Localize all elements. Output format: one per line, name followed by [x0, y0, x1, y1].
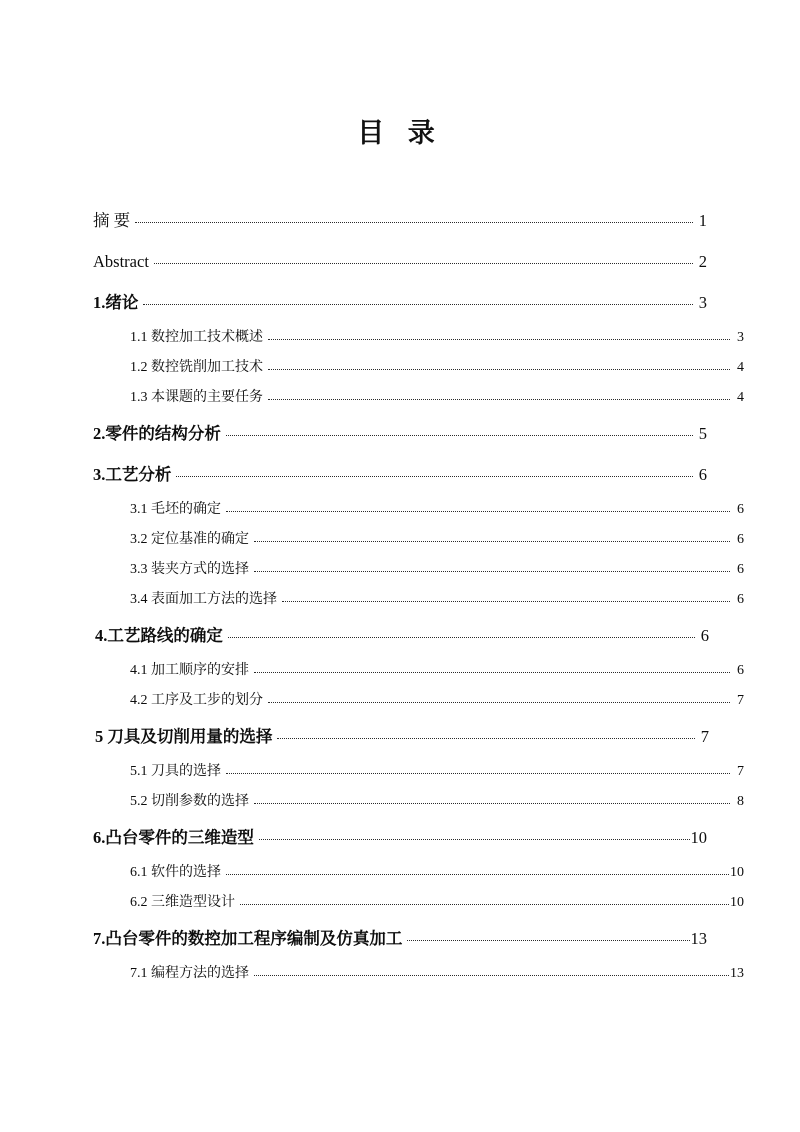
toc-entry-label: 1.3 本课题的主要任务	[130, 390, 263, 405]
toc-entry-label: 4.工艺路线的确定	[95, 626, 223, 645]
toc-entry-label: 5 刀具及切削用量的选择	[95, 727, 273, 746]
toc-entry-label: 3.3 装夹方式的选择	[130, 562, 249, 577]
toc-entry-label: 7.凸台零件的数控加工程序编制及仿真加工	[93, 929, 403, 948]
toc-leader-dots	[268, 361, 730, 375]
toc-entry-label: 4.2 工序及工步的划分	[130, 693, 263, 708]
toc-entry[interactable]	[93, 656, 744, 686]
toc-entry-page-number: 3	[698, 293, 707, 312]
toc-entry[interactable]	[93, 555, 744, 585]
toc-leader-dots	[254, 533, 730, 547]
toc-entry-page-number: 10	[730, 895, 744, 910]
toc-entry-label: 7.1 编程方法的选择	[130, 966, 249, 981]
toc-leader-dots	[282, 593, 730, 607]
toc-leader-dots	[226, 765, 730, 779]
toc-entry-page-number: 6	[737, 592, 744, 607]
toc-entry[interactable]	[93, 817, 707, 858]
toc-entry-page-number: 13	[690, 929, 707, 948]
toc-entry-page-number: 10	[730, 865, 744, 880]
toc-entry-label: 5.1 刀具的选择	[130, 764, 221, 779]
toc-entry-page-number: 7	[737, 764, 744, 779]
toc-leader-dots	[254, 664, 730, 678]
toc-entry-page-number: 10	[690, 828, 707, 847]
toc-entry-page-number: 6	[737, 502, 744, 517]
toc-leader-dots	[268, 694, 730, 708]
toc-entry[interactable]	[93, 353, 744, 383]
toc-leader-dots	[277, 728, 695, 745]
toc-leader-dots	[259, 829, 690, 846]
toc-entry-page-number: 3	[737, 330, 744, 345]
toc-entry[interactable]	[93, 282, 707, 323]
toc-entry-label: Abstract	[93, 252, 149, 271]
toc-entry[interactable]	[93, 200, 707, 241]
toc-entry-page-number: 6	[700, 626, 709, 645]
toc-entry-label: 1.2 数控铣削加工技术	[130, 360, 263, 375]
toc-entry-label: 4.1 加工顺序的安排	[130, 663, 249, 678]
toc-entry-label: 6.2 三维造型设计	[130, 895, 235, 910]
toc-entry[interactable]	[93, 525, 744, 555]
toc-entry-page-number: 2	[698, 252, 707, 271]
toc-entry-page-number: 6	[737, 562, 744, 577]
toc-leader-dots	[240, 896, 729, 910]
toc-entry-label: 3.4 表面加工方法的选择	[130, 592, 277, 607]
toc-entry[interactable]	[93, 615, 709, 656]
toc-entry-page-number: 8	[737, 794, 744, 809]
toc-entry-label: 2.零件的结构分析	[93, 424, 221, 443]
toc-leader-dots	[176, 466, 693, 483]
toc-entry-label: 3.工艺分析	[93, 465, 172, 484]
toc-leader-dots	[228, 627, 695, 644]
toc-entry[interactable]	[93, 716, 709, 757]
toc-entry-page-number: 4	[737, 360, 744, 375]
toc-entry-label: 1.1 数控加工技术概述	[130, 330, 263, 345]
toc-entry[interactable]	[93, 585, 744, 615]
toc-entry[interactable]	[93, 323, 744, 353]
toc-entry[interactable]	[93, 686, 744, 716]
toc-entry[interactable]	[93, 757, 744, 787]
toc-entry[interactable]	[93, 918, 707, 959]
toc-leader-dots	[135, 212, 693, 229]
toc-entry-page-number: 13	[730, 966, 744, 981]
toc-leader-dots	[226, 425, 693, 442]
toc-entry-page-number: 6	[737, 663, 744, 678]
toc-entry[interactable]	[93, 888, 744, 918]
toc-entry-label: 摘 要	[93, 211, 131, 230]
table-of-contents-list	[93, 200, 744, 989]
toc-leader-dots	[154, 253, 693, 270]
toc-entry-label: 1.绪论	[93, 293, 139, 312]
toc-entry-label: 6.1 软件的选择	[130, 865, 221, 880]
toc-leader-dots	[407, 930, 689, 947]
toc-entry-page-number: 5	[698, 424, 707, 443]
toc-entry[interactable]	[93, 787, 744, 817]
page-title: 目 录	[357, 118, 443, 148]
toc-entry[interactable]	[93, 383, 744, 413]
toc-leader-dots	[268, 331, 730, 345]
toc-leader-dots	[254, 967, 729, 981]
toc-entry-page-number: 6	[737, 532, 744, 547]
toc-entry-label: 3.2 定位基准的确定	[130, 532, 249, 547]
toc-leader-dots	[226, 866, 729, 880]
toc-entry-page-number: 6	[698, 465, 707, 484]
toc-entry[interactable]	[93, 454, 707, 495]
toc-entry-label: 5.2 切削参数的选择	[130, 794, 249, 809]
toc-entry[interactable]	[93, 413, 707, 454]
toc-leader-dots	[254, 795, 730, 809]
toc-leader-dots	[143, 294, 693, 311]
toc-leader-dots	[254, 563, 730, 577]
toc-entry-page-number: 7	[737, 693, 744, 708]
toc-entry-page-number: 1	[698, 211, 707, 230]
toc-entry-label: 6.凸台零件的三维造型	[93, 828, 254, 847]
toc-entry[interactable]	[93, 241, 707, 282]
toc-entry[interactable]	[93, 959, 744, 989]
toc-entry-page-number: 7	[700, 727, 709, 746]
toc-entry[interactable]	[93, 495, 744, 525]
toc-leader-dots	[268, 391, 730, 405]
toc-leader-dots	[226, 503, 730, 517]
toc-entry[interactable]	[93, 858, 744, 888]
toc-entry-label: 3.1 毛坯的确定	[130, 502, 221, 517]
toc-entry-page-number: 4	[737, 390, 744, 405]
